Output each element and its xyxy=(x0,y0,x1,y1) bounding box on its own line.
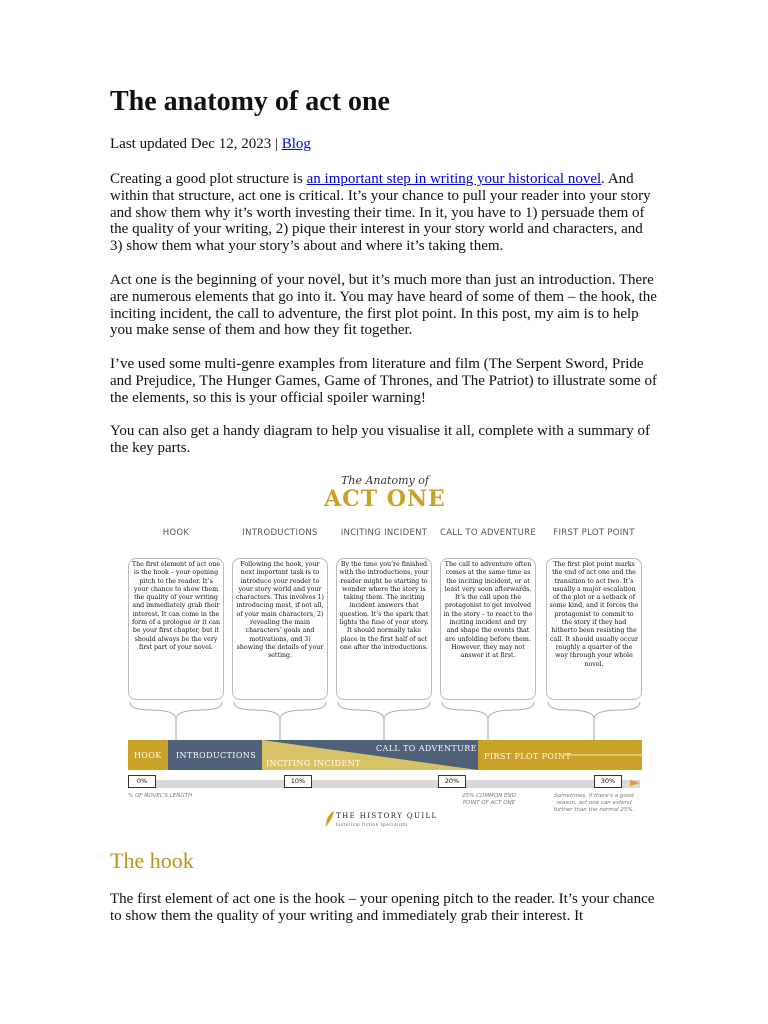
column-head-first-plot: FIRST PLOT POINT xyxy=(553,528,635,538)
paragraph-act-one: Act one is the beginning of your novel, but it’s much more than just an introduction. There are numerous elements that go into it. You may have heard of some of them – the hook, the inciting incident, the call to adventure, the first plot point. In this post, my aim is to help you make sense of them and how they fit together. xyxy=(110,272,657,339)
diagram-title: ACT ONE xyxy=(324,486,446,512)
column-text-hook: The first element of act one is the hook – your opening pitch to the reader. It’s your chance to show them the quality of your writing and immediately grab their interest. It can come in the form of a prologue or it can be your first chapter, but it should always be the very first part of your novel. xyxy=(128,558,224,700)
last-updated: Last updated Dec 12, 2023 | xyxy=(110,136,282,152)
axis-note: % OF NOVEL'S LENGTH xyxy=(128,793,193,799)
marker-20: 20% xyxy=(438,775,466,788)
end-note: 25% COMMON END POINT OF ACT ONE xyxy=(462,793,516,806)
post-meta xyxy=(110,136,311,153)
segment-introductions: INTRODUCTIONS xyxy=(176,751,257,760)
diagram-subtitle: The Anatomy of xyxy=(341,474,429,487)
segment-hook: HOOK xyxy=(134,751,162,760)
marker-30: 30% xyxy=(594,775,622,788)
plot-structure-link[interactable]: an important step in writing your historical novel xyxy=(306,171,602,187)
paragraph-intro xyxy=(110,171,658,255)
arrow-right-icon xyxy=(630,776,644,790)
column-text-introductions: Following the hook, your next important task is to introduce your reader to your story world and your characters. This involves 1) introducing most, if not all, of your main characters, 2) revealing the main characters’ goals and motivations, and 3) showing the details of your setting. xyxy=(232,558,328,700)
timeline-axis xyxy=(128,780,640,788)
blog-link[interactable]: Blog xyxy=(281,136,311,152)
page-title: The anatomy of act one xyxy=(110,86,390,117)
brace-connectors xyxy=(124,700,646,740)
act-one-diagram xyxy=(124,472,646,834)
paragraph-examples: I’ve used some multi-genre examples from literature and film (The Serpent Sword, Pride and Prejudice, The Hunger Games, Game of Thrones, and The Patriot) to illustrate some of the elements, so this is your official spoiler warning! xyxy=(110,356,657,406)
logo-tagline: historical fiction specialists xyxy=(336,822,408,827)
timeline-bar xyxy=(124,740,646,772)
paragraph-diagram-intro: You can also get a handy diagram to help you visualise it all, complete with a summary of the key parts. xyxy=(110,423,651,456)
marker-0: 0% xyxy=(128,775,156,788)
p1-text-before: Creating a good plot structure is xyxy=(110,171,307,187)
marker-10: 10% xyxy=(284,775,312,788)
column-head-hook: HOOK xyxy=(162,528,190,538)
paragraph-hook: The first element of act one is the hook – your opening pitch to the reader. It’s your chance to show them the quality of your writing and immediately grab their interest. It xyxy=(110,891,655,924)
side-note: Sometimes, if there's a good reason, act one can extend further than the normal 25%. xyxy=(553,793,635,813)
column-text-first-plot: The first plot point marks the end of act one and the transition to act two. It’s usually a major escalation of the plot or a setback of some kind, and it forces the protagonist to commit to the story if they had hitherto been resisting the call. It should usually occur roughly a quarter of the way through your whole novel. xyxy=(546,558,642,700)
logo: THE HISTORY QUILL xyxy=(336,812,438,820)
column-head-introductions: INTRODUCTIONS xyxy=(242,528,318,538)
segment-inciting: INCITING INCIDENT xyxy=(266,759,361,768)
column-text-call: The call to adventure often comes at the same time as the inciting incident, or at least very soon afterwards. It’s the call upon the protagonist to get involved in the story – to react to the inciting incident and try and shape the events that are unfolding before them. However, they may not answer it at first. xyxy=(440,558,536,700)
section-heading-hook: The hook xyxy=(110,848,194,873)
segment-first-plot: FIRST PLOT POINT xyxy=(484,752,572,761)
column-head-inciting: INCITING INCIDENT xyxy=(340,528,428,538)
p1-text-after: . And within that structure, act one is critical. It’s your chance to pull your reader into your story and show them why it’s worth investing their time. In it, you have to 1) persuade them of the quality of your writing, 2) pique their interest in your story world and characters, and 3) show them what your story’s about and where it’s taking them. xyxy=(110,171,651,255)
segment-call: CALL TO ADVENTURE xyxy=(376,744,477,753)
quill-icon xyxy=(324,810,336,828)
column-text-inciting: By the time you’re finished with the introductions, your reader might be starting to wonder where the story is taking them. The inciting incident answers that question. It’s the spark that lights the fuse of your story. It should normally take place in the first half of act one after the introductions. xyxy=(336,558,432,700)
column-head-call: CALL TO ADVENTURE xyxy=(439,528,537,538)
